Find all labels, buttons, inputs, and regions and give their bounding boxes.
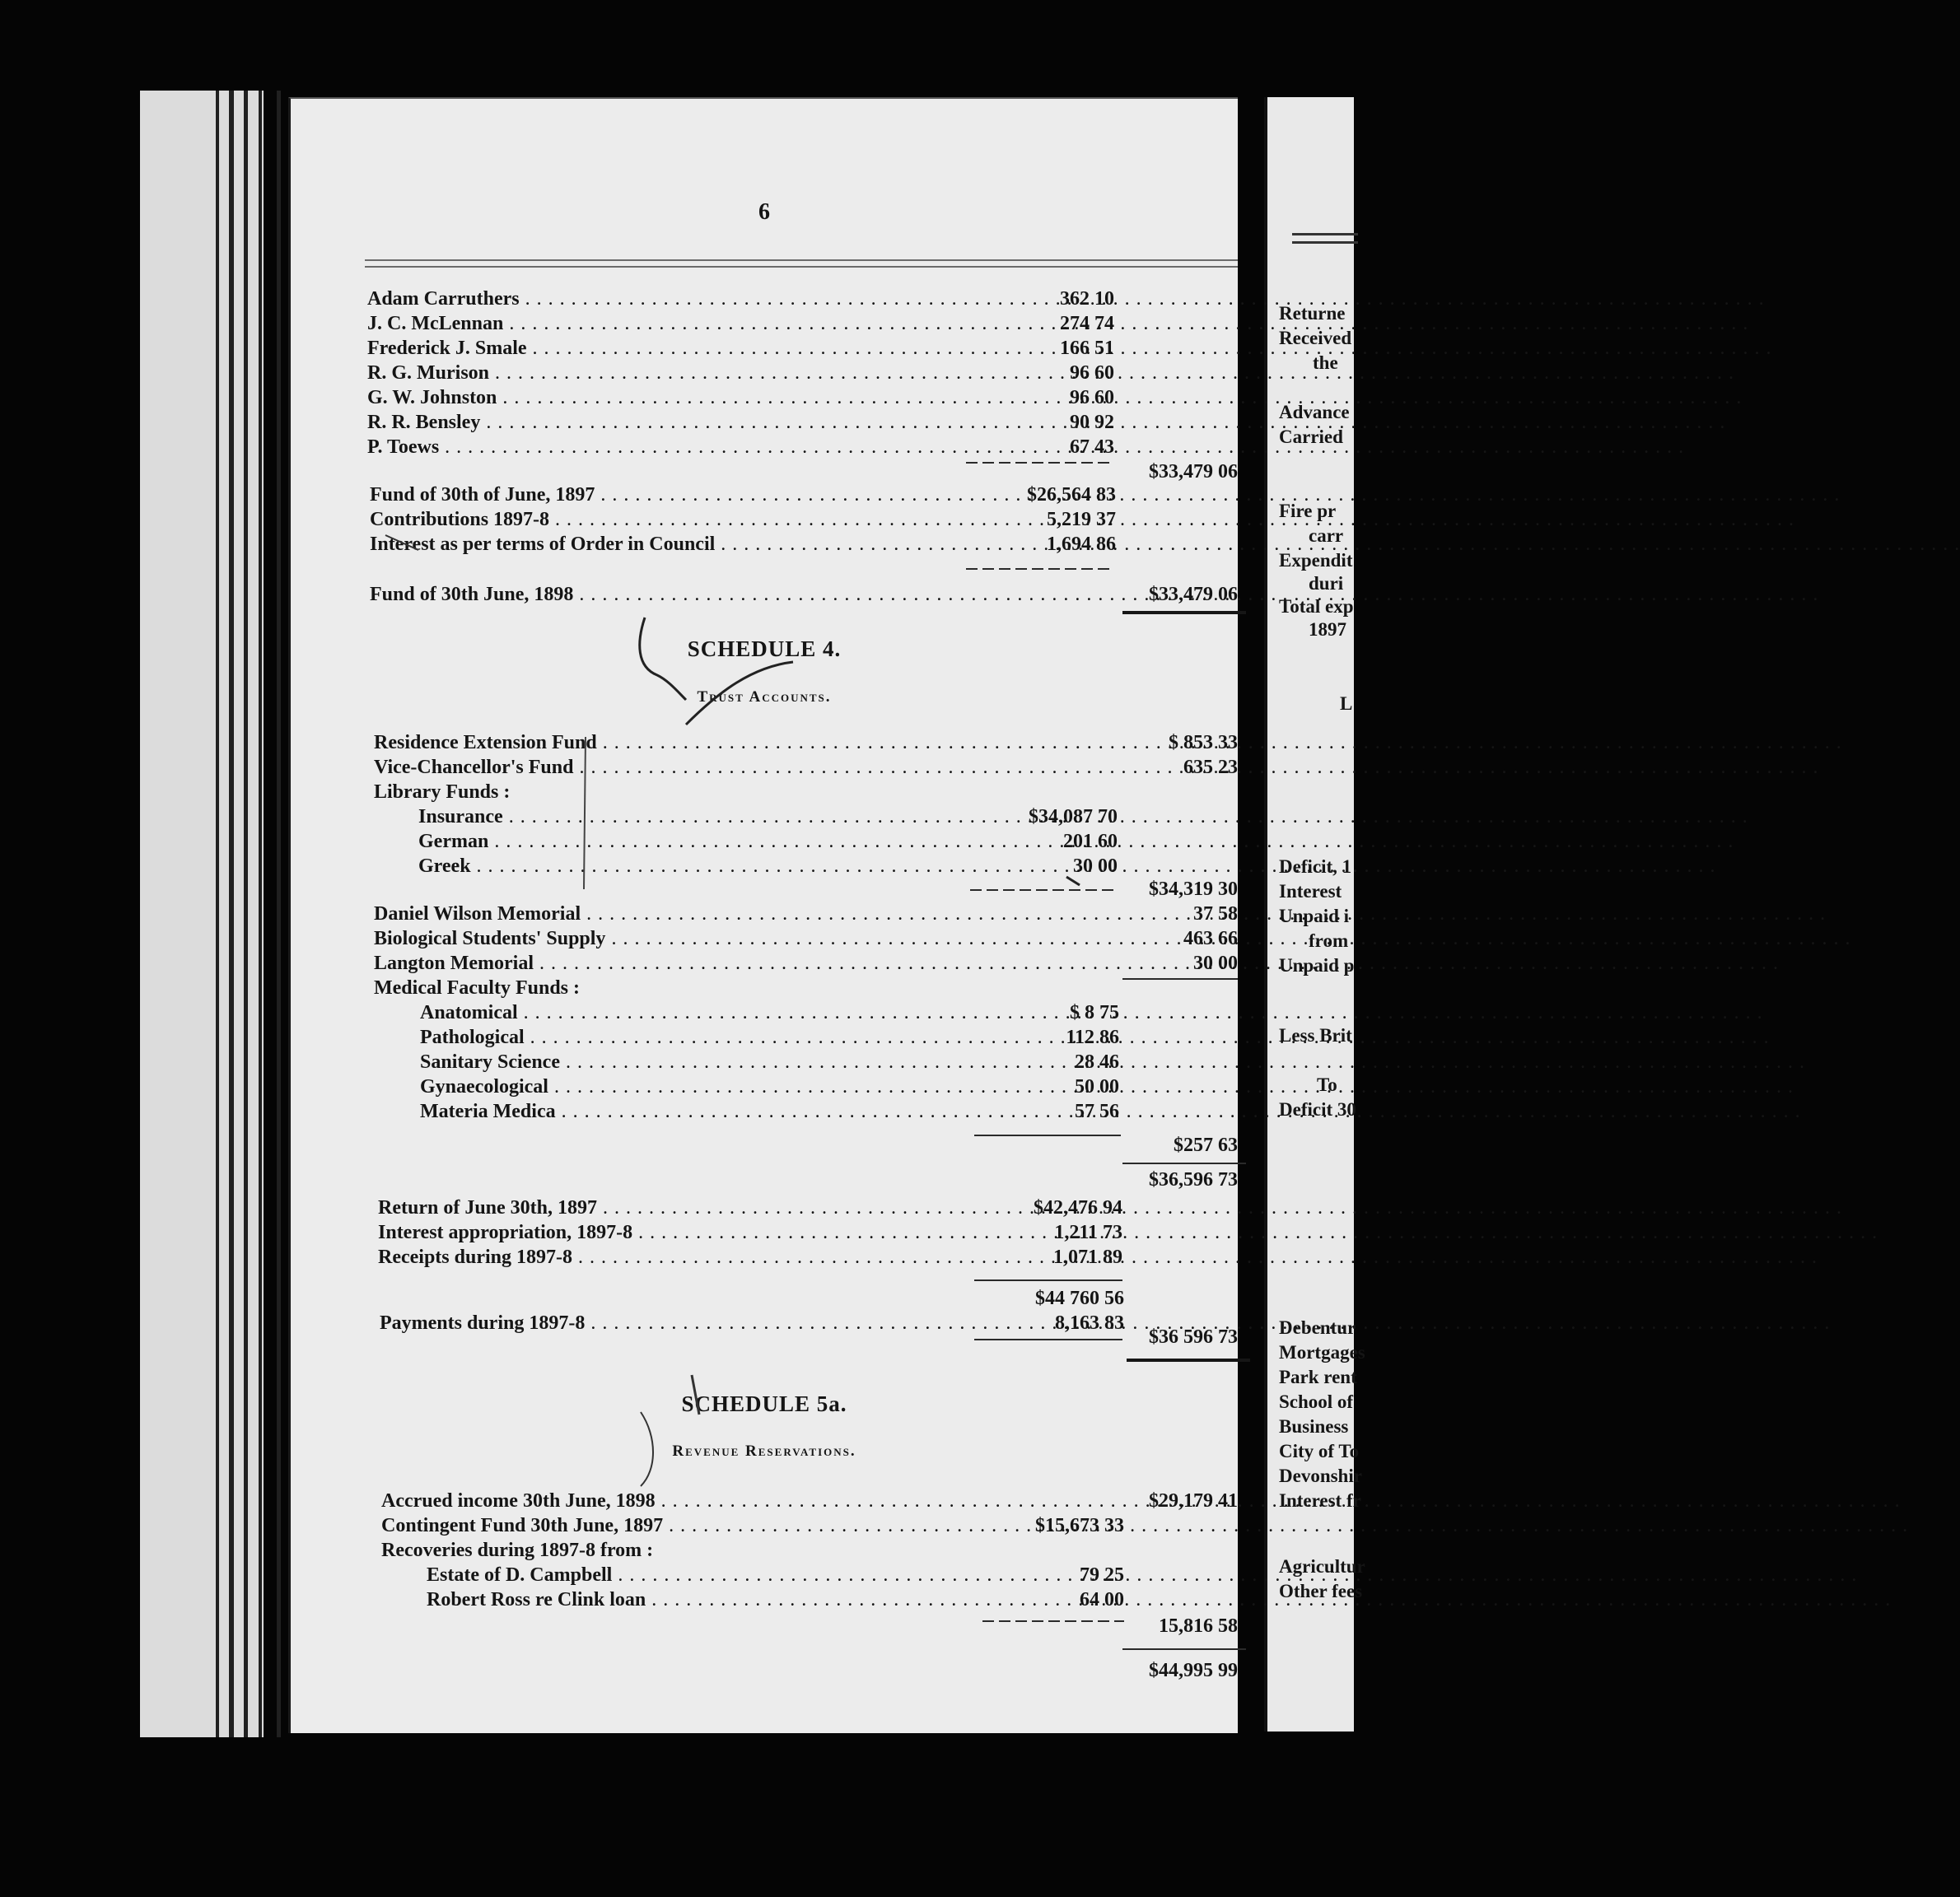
pencil-mark xyxy=(686,662,793,725)
total-amount: $36,596 73 xyxy=(1149,1169,1238,1191)
row-amount: 64 00 xyxy=(1080,1589,1124,1610)
row-label: Pathological . . . xyxy=(420,1025,1017,1050)
row-label: Vice-Chancellor's Fund . . . xyxy=(374,755,1115,780)
page-stack-line xyxy=(259,91,262,1737)
row-label: German . . . xyxy=(418,829,1015,854)
row-label: Robert Ross re Clink loan . . . xyxy=(427,1587,1020,1612)
row-label: Greek . . . xyxy=(418,854,1015,879)
medical-funds-label: Medical Faculty Funds : xyxy=(374,977,580,999)
adjacent-text: Interest fr xyxy=(1279,1490,1361,1511)
row-amount: 67 43 xyxy=(1070,436,1114,458)
adjacent-text: 1897 xyxy=(1309,619,1346,640)
page-stack-line xyxy=(277,91,281,1737)
adjacent-text: City of To xyxy=(1279,1441,1360,1461)
adjacent-rule xyxy=(1292,241,1358,244)
row-label: Biological Students' Supply . . . xyxy=(374,926,1115,951)
adjacent-text: carr xyxy=(1309,525,1344,546)
row-amount: 1,211 73 xyxy=(1054,1222,1122,1243)
page-stack-line xyxy=(216,91,219,1737)
schedule-5a-title: SCHEDULE 5a. xyxy=(681,1391,847,1416)
adjacent-text: duri xyxy=(1309,573,1344,594)
pencil-mark xyxy=(385,535,418,550)
row-amount: $29,179 41 xyxy=(1149,1490,1238,1512)
row-label: G. W. Johnston . . . xyxy=(367,385,1014,410)
adjacent-text: Business xyxy=(1279,1416,1349,1437)
row-label: P. Toews . . . xyxy=(367,435,1014,459)
page-stack-line xyxy=(229,91,234,1737)
adjacent-text: Expendit xyxy=(1279,550,1353,571)
adjacent-text: Deficit 30 xyxy=(1279,1099,1356,1120)
total-amount: $33,479 06 xyxy=(1149,584,1238,605)
schedule-5a-subtitle: Revenue Reservations. xyxy=(672,1443,856,1460)
adjacent-text: Debentur xyxy=(1279,1317,1356,1338)
schedule-4-subtitle: Trust Accounts. xyxy=(697,688,832,706)
schedule-4-title: SCHEDULE 4. xyxy=(687,636,842,661)
row-amount: 201 60 xyxy=(1063,831,1118,852)
row-amount: 79 25 xyxy=(1080,1564,1124,1586)
row-label: Insurance . . . xyxy=(418,804,1015,829)
row-amount: 96 60 xyxy=(1070,362,1114,384)
subtotal-amount: $33,479 06 xyxy=(1149,461,1238,482)
pencil-marks xyxy=(291,99,1238,1733)
row-amount: 90 92 xyxy=(1070,412,1114,433)
adjacent-text: School of xyxy=(1279,1391,1354,1412)
adjacent-text: Total exp xyxy=(1279,596,1354,617)
row-label: Contributions 1897-8 . . . xyxy=(370,507,1012,532)
row-amount: 1,694 86 xyxy=(1047,534,1116,555)
row-label: Gynaecological . . . xyxy=(420,1074,1017,1099)
row-label: Interest appropriation, 1897-8 . . . xyxy=(378,1220,1016,1245)
row-amount: $34,087 70 xyxy=(1029,806,1118,827)
row-label: Return of June 30th, 1897 . . . xyxy=(378,1196,1016,1220)
adjacent-text: Returne xyxy=(1279,303,1346,324)
row-label: Fund of 30th June, 1898 . . . xyxy=(370,582,1111,607)
row-label: Anatomical . . . xyxy=(420,1000,1017,1025)
adjacent-text: from xyxy=(1309,930,1349,951)
row-label: Frederick J. Smale . . . xyxy=(367,336,1014,361)
adjacent-text: Unpaid i xyxy=(1279,906,1350,926)
page-stack-line xyxy=(244,91,248,1737)
pencil-mark xyxy=(1066,877,1080,885)
row-amount: $ 853 33 xyxy=(1169,732,1238,753)
pencil-mark xyxy=(692,1375,699,1415)
adjacent-text: the xyxy=(1313,352,1338,373)
row-label: Receipts during 1897-8 . . . xyxy=(378,1245,1016,1270)
adjacent-text: Deficit, 1 xyxy=(1279,856,1352,877)
adjacent-text: Other fees xyxy=(1279,1581,1363,1601)
row-label: Adam Carruthers . . . xyxy=(367,287,1014,311)
row-label: R. G. Murison . . . xyxy=(367,361,1014,385)
row-label: R. R. Bensley . . . xyxy=(367,410,1014,435)
row-amount: 50 00 xyxy=(1075,1076,1119,1098)
row-label: Fund of 30th of June, 1897 . . . xyxy=(370,482,1012,507)
row-label: Contingent Fund 30th June, 1897 . . . xyxy=(381,1513,1015,1538)
adjacent-text: Devonshir xyxy=(1279,1466,1362,1486)
adjacent-text: Carried xyxy=(1279,426,1343,447)
row-label: Residence Extension Fund . . . xyxy=(374,730,1115,755)
row-label: Estate of D. Campbell . . . xyxy=(427,1563,1020,1587)
pencil-mark xyxy=(641,1412,653,1486)
adjacent-text: Received xyxy=(1279,328,1352,348)
row-label: Daniel Wilson Memorial . . . xyxy=(374,902,1115,926)
row-amount: 37 58 xyxy=(1193,903,1238,925)
row-label: Sanitary Science . . . xyxy=(420,1050,1017,1074)
ledger-page xyxy=(288,97,1238,1733)
adjacent-text: Unpaid p xyxy=(1279,955,1355,976)
row-amount: 30 00 xyxy=(1073,855,1118,877)
row-label: J. C. McLennan . . . xyxy=(367,311,1014,336)
row-amount: 28 46 xyxy=(1075,1051,1119,1073)
adjacent-text: Mortgages xyxy=(1279,1342,1365,1363)
adjacent-text: Less Brit xyxy=(1279,1025,1352,1046)
row-amount: $ 8 75 xyxy=(1070,1002,1119,1023)
adjacent-text: Advance xyxy=(1279,402,1350,422)
row-amount: 1,071 89 xyxy=(1053,1247,1122,1268)
row-amount: 362 10 xyxy=(1060,288,1114,310)
row-amount: 8,163 83 xyxy=(1055,1312,1124,1334)
adjacent-text: Fire pr xyxy=(1279,501,1337,521)
adjacent-text: Interest xyxy=(1279,881,1342,902)
adjacent-rule xyxy=(1292,233,1358,235)
row-amount: 30 00 xyxy=(1193,953,1238,974)
row-label: Payments during 1897-8 . . . xyxy=(380,1311,1015,1335)
row-amount: 635 23 xyxy=(1183,757,1238,778)
row-label: Accrued income 30th June, 1898 . . . xyxy=(381,1489,1122,1513)
row-amount: 96 60 xyxy=(1070,387,1114,408)
subtotal-amount: $257 63 xyxy=(1174,1135,1238,1156)
pencil-mark xyxy=(584,737,586,889)
adjacent-text: To xyxy=(1317,1074,1337,1095)
row-label: Interest as per terms of Order in Council . . . xyxy=(370,532,1012,557)
subtotal-amount: $34,319 30 xyxy=(1149,879,1238,900)
row-amount: $26,564 83 xyxy=(1027,484,1116,506)
pencil-mark xyxy=(640,618,686,700)
row-amount: 463 66 xyxy=(1183,928,1238,949)
row-amount: 5,219 37 xyxy=(1047,509,1116,530)
row-amount: 274 74 xyxy=(1060,313,1114,334)
page-number: 6 xyxy=(758,199,770,225)
row-amount: $15,673 33 xyxy=(1035,1515,1124,1536)
row-amount: 112 86 xyxy=(1066,1027,1119,1048)
row-label: Langton Memorial . . . xyxy=(374,951,1115,976)
row-amount: 57 56 xyxy=(1075,1101,1119,1122)
adjacent-text: Agricultur xyxy=(1279,1556,1365,1577)
row-label: Materia Medica . . . xyxy=(420,1099,1017,1124)
library-funds-label: Library Funds : xyxy=(374,781,511,803)
total-amount: $36 596 73 xyxy=(1149,1326,1238,1348)
adjacent-text: Park rent xyxy=(1279,1367,1357,1387)
total-amount: $44,995 99 xyxy=(1149,1660,1238,1681)
row-amount: 166 51 xyxy=(1060,338,1114,359)
subtotal-amount: $44 760 56 xyxy=(1035,1288,1124,1309)
row-amount: $42,476 94 xyxy=(1034,1197,1122,1219)
subtotal-amount: 15,816 58 xyxy=(1159,1615,1238,1637)
adjacent-text: L xyxy=(1340,693,1353,714)
recoveries-label: Recoveries during 1897-8 from : xyxy=(381,1540,654,1561)
